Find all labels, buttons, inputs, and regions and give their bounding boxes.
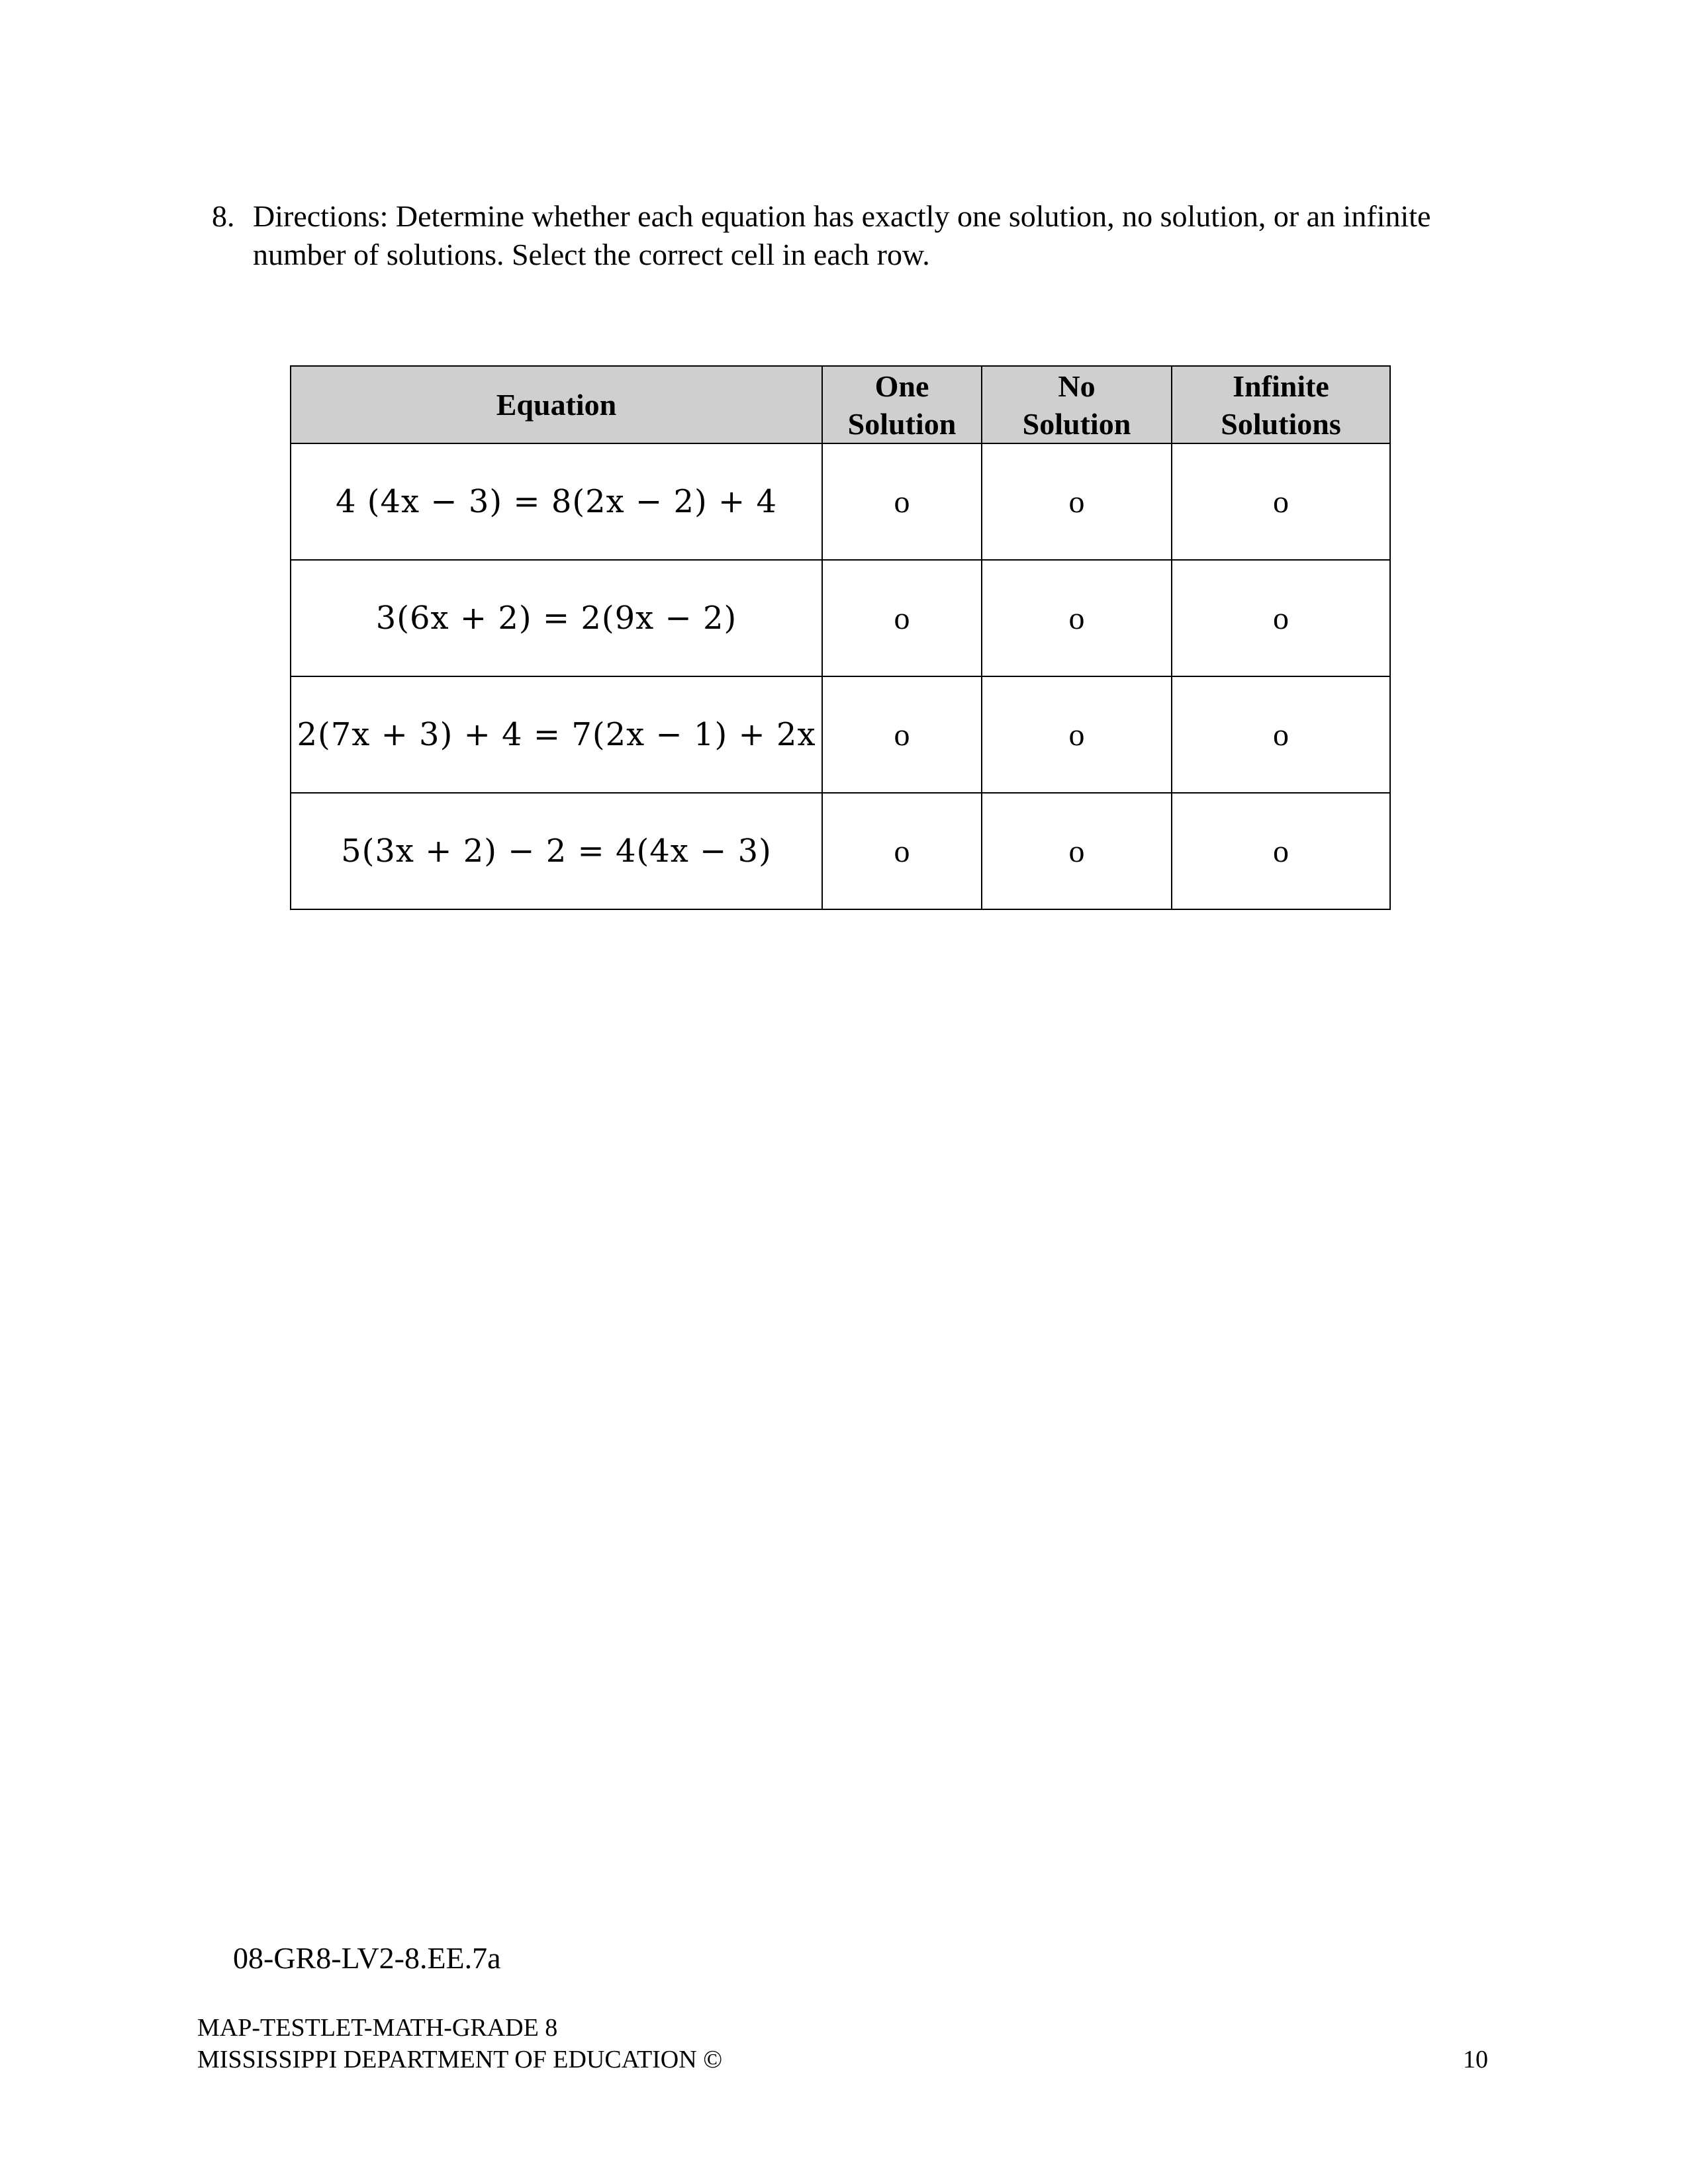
header-inf-line1: Infinite [1233, 369, 1329, 403]
option-one-solution[interactable]: o [894, 717, 910, 752]
option-one-solution[interactable]: o [894, 600, 910, 636]
option-cell-no-solution[interactable] [982, 443, 1172, 560]
header-one-line2: Solution [847, 406, 957, 441]
header-no-line1: No [1058, 369, 1096, 403]
table-header-row [291, 366, 1390, 443]
option-no-solution[interactable]: o [1068, 484, 1085, 520]
table-row [291, 443, 1390, 560]
option-no-solution[interactable]: o [1068, 833, 1085, 869]
question-directions: Directions: Determine whether each equation has exactly one solution, no solution, or an infinite number of solutions. Select the correct cell in each row. [253, 199, 1431, 271]
header-inf-line2: Solutions [1221, 406, 1341, 441]
option-one-solution[interactable]: o [894, 833, 910, 869]
option-cell-infinite-solutions[interactable] [1172, 793, 1390, 909]
equation-cell: 5(3x + 2) − 2 = 4(4x − 3) [291, 793, 822, 909]
footer-copyright: MISSISSIPPI DEPARTMENT OF EDUCATION © [197, 2046, 723, 2073]
header-no-solution [982, 366, 1172, 443]
option-no-solution[interactable]: o [1068, 717, 1085, 752]
question-number: 8. [212, 199, 235, 233]
option-cell-one-solution[interactable] [822, 793, 982, 909]
option-cell-infinite-solutions[interactable] [1172, 443, 1390, 560]
option-cell-no-solution[interactable] [982, 560, 1172, 676]
header-no-line2: Solution [1022, 406, 1131, 441]
option-cell-one-solution[interactable] [822, 443, 982, 560]
equation-cell: 2(7x + 3) + 4 = 7(2x − 1) + 2x [291, 676, 822, 793]
option-cell-no-solution[interactable] [982, 676, 1172, 793]
option-no-solution[interactable]: o [1068, 600, 1085, 636]
solutions-table [290, 365, 1391, 910]
option-cell-one-solution[interactable] [822, 676, 982, 793]
header-equation-label: Equation [496, 388, 617, 422]
page-number: 10 [1463, 2046, 1488, 2073]
page-footer [197, 2012, 1488, 2075]
option-cell-infinite-solutions[interactable] [1172, 560, 1390, 676]
option-infinite-solutions[interactable]: o [1273, 600, 1289, 636]
header-equation [291, 366, 822, 443]
option-infinite-solutions[interactable]: o [1273, 833, 1289, 869]
option-cell-one-solution[interactable] [822, 560, 982, 676]
equation-cell: 3(6x + 2) = 2(9x − 2) [291, 560, 822, 676]
table-row [291, 560, 1390, 676]
equation-cell: 4 (4x − 3) = 8(2x − 2) + 4 [291, 443, 822, 560]
option-one-solution[interactable]: o [894, 484, 910, 520]
header-one-solution [822, 366, 982, 443]
item-code: 08-GR8-LV2-8.EE.7a [233, 1941, 501, 1975]
footer-testlet-name: MAP-TESTLET-MATH-GRADE 8 [197, 2014, 558, 2042]
option-cell-no-solution[interactable] [982, 793, 1172, 909]
option-infinite-solutions[interactable]: o [1273, 717, 1289, 752]
option-infinite-solutions[interactable]: o [1273, 484, 1289, 520]
table-row [291, 793, 1390, 909]
table-row [291, 676, 1390, 793]
header-one-line1: One [874, 369, 929, 403]
header-infinite-solutions [1172, 366, 1390, 443]
option-cell-infinite-solutions[interactable] [1172, 676, 1390, 793]
